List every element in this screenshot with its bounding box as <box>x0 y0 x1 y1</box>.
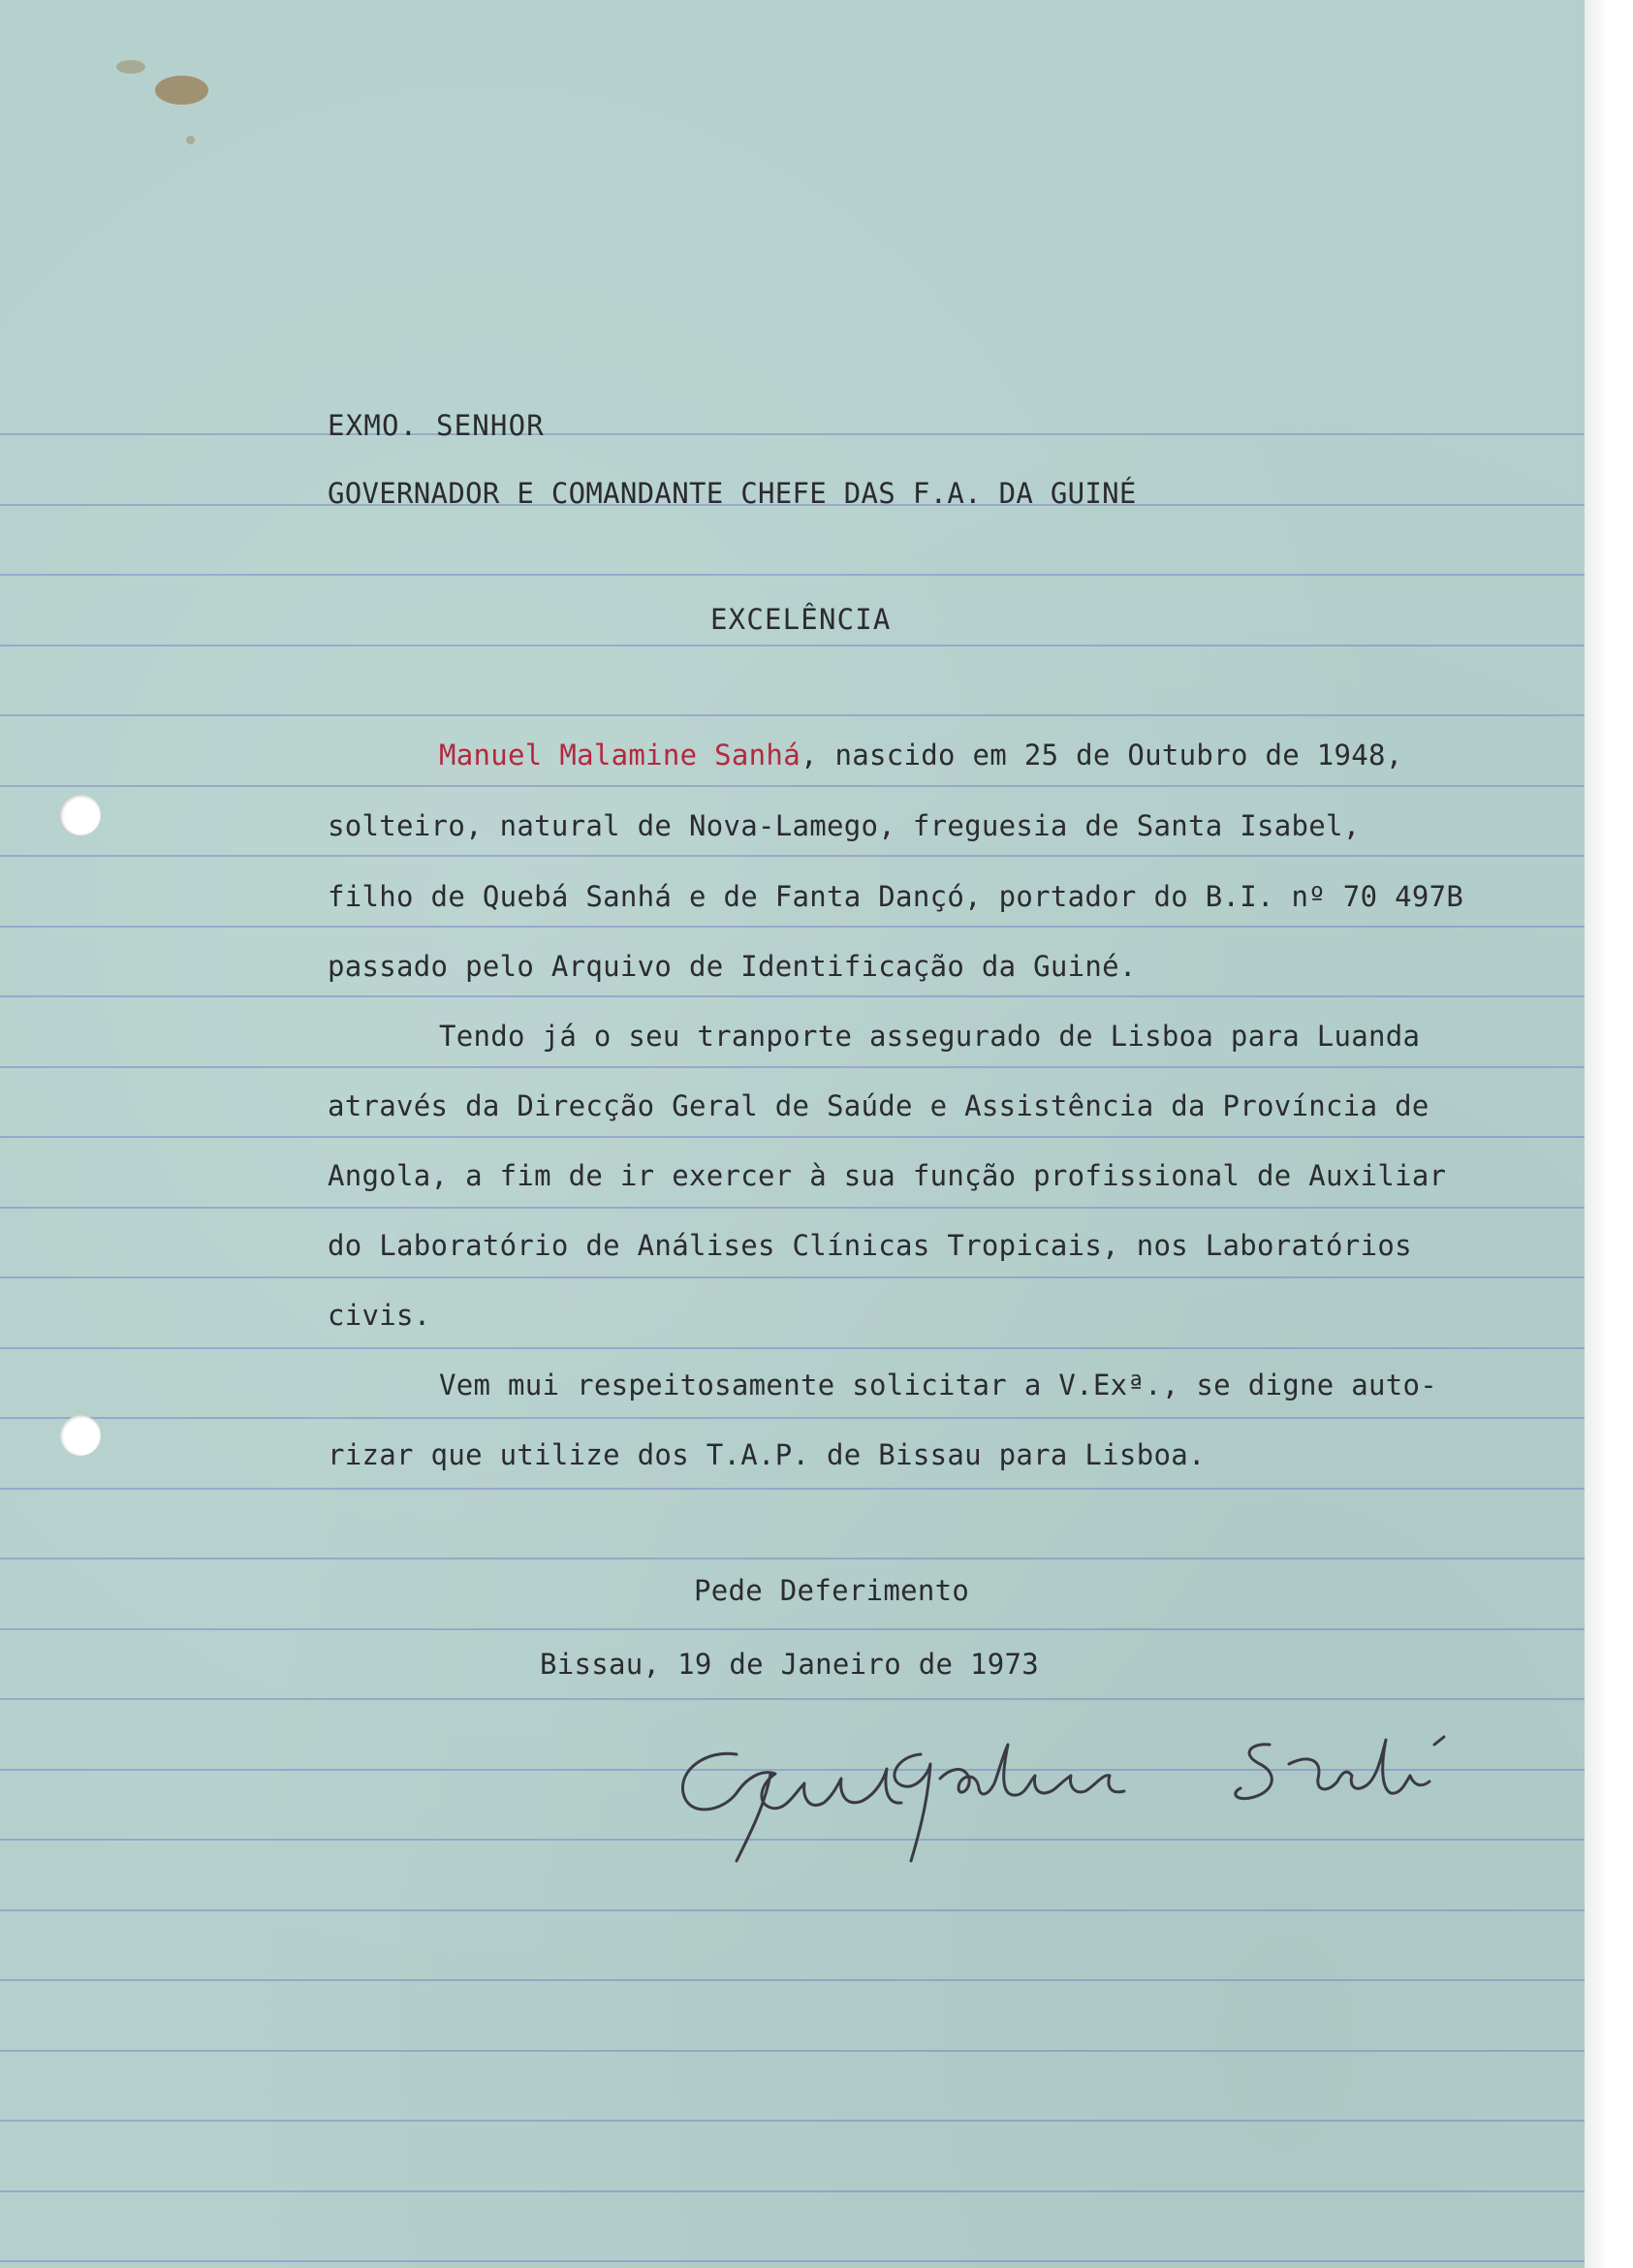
punch-hole-top <box>60 795 101 835</box>
greeting: EXCELÊNCIA <box>710 603 892 636</box>
handwritten-signature <box>669 1725 1502 1871</box>
paragraph-1-line-3: filho de Quebá Sanhá e de Fanta Dançó, portador do B.I. nº 70 497B <box>328 880 1464 913</box>
ruled-line <box>0 1698 1609 1700</box>
ruled-line <box>0 1909 1609 1911</box>
ruled-line <box>0 714 1609 716</box>
ruled-line <box>0 1558 1609 1559</box>
paragraph-1-line-1-rest: , nascido em 25 de Outubro de 1948, <box>800 739 1403 772</box>
ruled-line <box>0 2190 1609 2192</box>
closing-place-date: Bissau, 19 de Janeiro de 1973 <box>540 1648 1040 1681</box>
ruled-line <box>0 1347 1609 1349</box>
rust-stain <box>186 136 195 144</box>
ruled-line <box>0 1207 1609 1209</box>
paragraph-2-line-3: Angola, a fim de ir exercer à sua função profissional de Auxiliar <box>328 1159 1447 1192</box>
ruled-line <box>0 1066 1609 1068</box>
ruled-line <box>0 1488 1609 1490</box>
applicant-name: Manuel Malamine Sanhá <box>439 739 801 772</box>
ruled-line <box>0 785 1609 787</box>
paragraph-1-line-4: passado pelo Arquivo de Identificação da Guiné. <box>328 950 1137 983</box>
ruled-line <box>0 855 1609 857</box>
ruled-line <box>0 433 1609 435</box>
signature-text: Manuel Malamine Sanhá <box>1085 1831 1111 1833</box>
ruled-line <box>0 995 1609 997</box>
paper-edge <box>1585 0 1609 2268</box>
addressee-title: EXMO. SENHOR <box>328 409 545 442</box>
ruled-line <box>0 645 1609 646</box>
rust-stain <box>155 76 208 105</box>
ruled-line <box>0 926 1609 928</box>
addressee-position: GOVERNADOR E COMANDANTE CHEFE DAS F.A. DA GUINÉ <box>328 477 1137 510</box>
paragraph-2-line-4: do Laboratório de Análises Clínicas Tropicais, nos Laboratórios <box>328 1229 1412 1262</box>
paragraph-1-line-1 <box>439 739 1403 772</box>
paragraph-1-line-2: solteiro, natural de Nova-Lamego, freguesia de Santa Isabel, <box>328 809 1361 842</box>
ruled-line <box>0 2120 1609 2122</box>
paragraph-3-line-2: rizar que utilize dos T.A.P. de Bissau para Lisboa. <box>328 1438 1206 1471</box>
ruled-line <box>0 1417 1609 1419</box>
paragraph-2-line-2: através da Direcção Geral de Saúde e Assistência da Província de <box>328 1089 1429 1122</box>
punch-hole-bottom <box>60 1415 101 1456</box>
paragraph-3-line-1: Vem mui respeitosamente solicitar a V.Exª., se digne auto- <box>439 1369 1438 1402</box>
closing-request: Pede Deferimento <box>694 1574 970 1607</box>
ruled-line <box>0 574 1609 576</box>
ruled-line <box>0 1979 1609 1981</box>
ruled-line <box>0 1276 1609 1278</box>
rust-stain <box>116 60 145 74</box>
ruled-line <box>0 1136 1609 1138</box>
ruled-line <box>0 2050 1609 2052</box>
paragraph-2-line-5: civis. <box>328 1299 431 1332</box>
ruled-line <box>0 1628 1609 1630</box>
ruled-line <box>0 2260 1609 2262</box>
paragraph-2-line-1: Tendo já o seu tranporte assegurado de Lisboa para Luanda <box>439 1020 1421 1053</box>
